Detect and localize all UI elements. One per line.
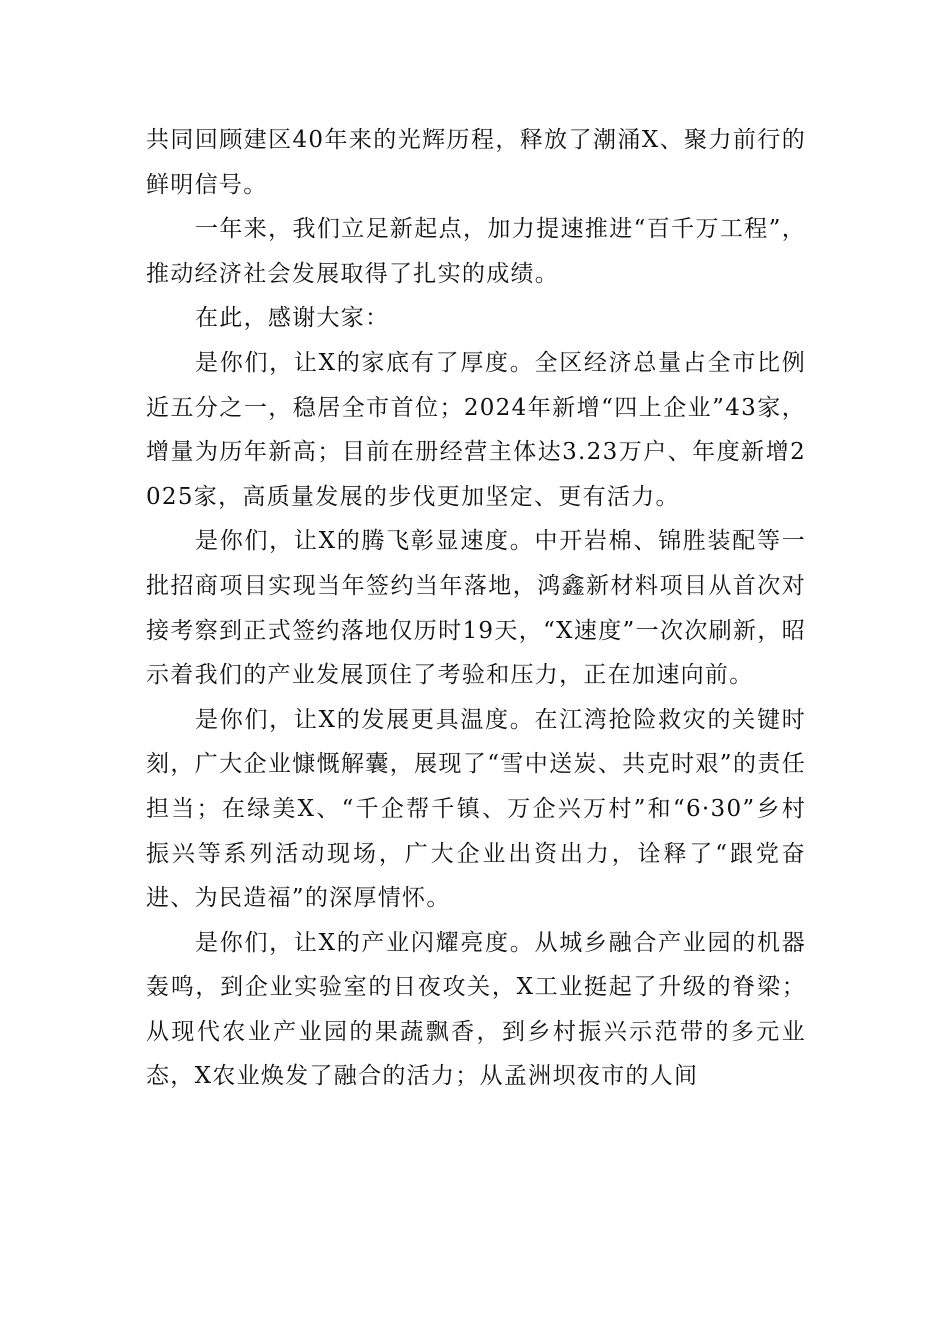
document-body [146, 118, 806, 1099]
paragraph-5: 是你们，让X的腾飞彰显速度。中开岩棉、锦胜装配等一批招商项目实现当年签约当年落地，鸿鑫新材料项目从首次对接考察到正式签约落地仅历时19天，“X速度”一次次刷新，昭示着我们的产业发展顶住了考验和压力，正在加速向前。 [146, 528, 806, 689]
paragraph-3: 在此，感谢大家： [195, 305, 390, 332]
paragraph-2: 一年来，我们立足新起点，加力提速推进“百千万工程”，推动经济社会发展取得了扎实的成绩。 [146, 216, 806, 287]
paragraph-4: 是你们，让X的家底有了厚度。全区经济总量占全市比例近五分之一，稳居全市首位；2024年新增“四上企业”43家，增量为历年新高；目前在册经营主体达3.23万户、年度新增2025家，高质量发展的步伐更加坚定、更有活力。 [146, 349, 806, 510]
paragraph-7: 是你们，让X的产业闪耀亮度。从城乡融合产业园的机器轰鸣，到企业实验室的日夜攻关，X工业挺起了升级的脊梁；从现代农业产业园的果蔬飘香，到乡村振兴示范带的多元业态，X农业焕发了融合的活力；从孟洲坝夜市的人间 [146, 929, 806, 1090]
paragraph-1: 共同回顾建区40年来的光辉历程，释放了潮涌X、聚力前行的鲜明信号。 [146, 127, 806, 198]
paragraph-6: 是你们，让X的发展更具温度。在江湾抢险救灾的关键时刻，广大企业慷慨解囊，展现了“雪中送炭、共克时艰”的责任担当；在绿美X、“千企帮千镇、万企兴万村”和“6·30”乡村振兴等系列活动现场，广大企业出资出力，诠释了“跟党奋进、为民造福”的深厚情怀。 [146, 706, 806, 912]
